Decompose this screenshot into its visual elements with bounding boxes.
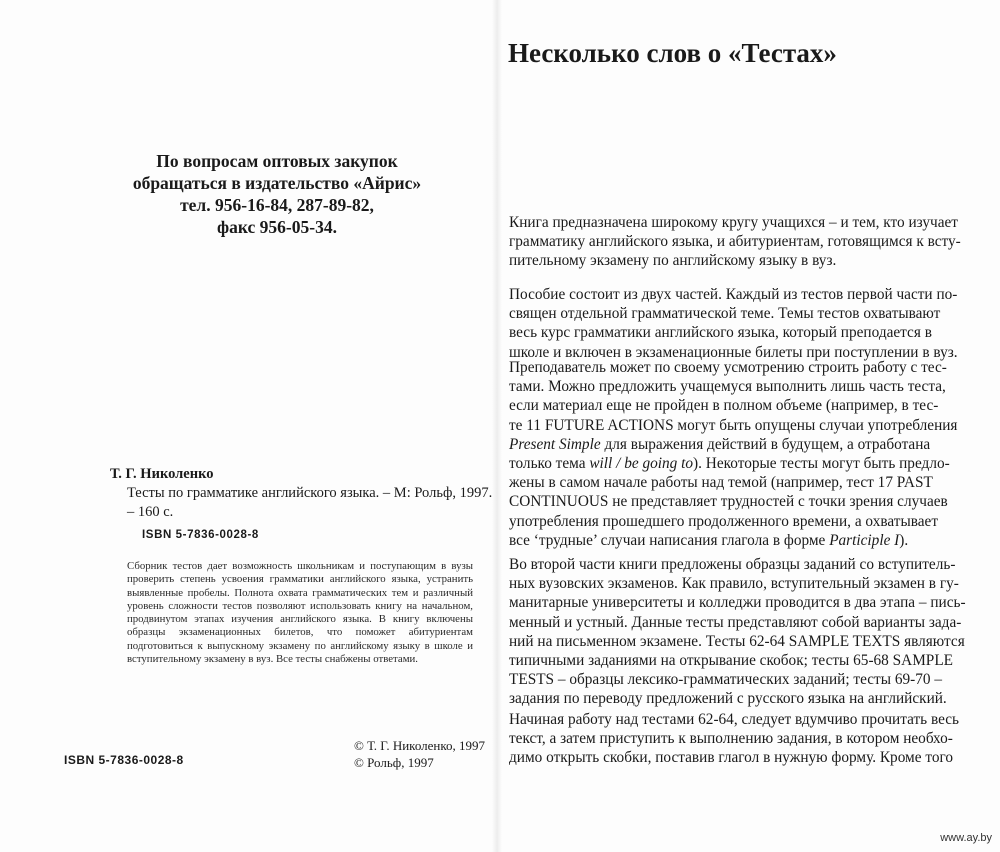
paragraph — [509, 710, 960, 768]
bibliographic-description: Тесты по грамматике английского языка. – М: Рольф, 1997. – 160 с. — [127, 485, 493, 520]
text-line: жены в самом начале работы над темой (например, тест 17 PAST — [509, 474, 933, 492]
page-title: Несколько слов о «Тестах» — [508, 38, 837, 68]
wholesale-line: тел. 956-16-84, 287-89-82, — [180, 195, 374, 215]
copyright-line: © Рольф, 1997 — [354, 755, 434, 770]
text-line: если материал еще не пройден в полном объеме (например, в тес- — [509, 397, 939, 415]
text-line: тами. Можно предложить учащемуся выполнить лишь часть теста, — [509, 378, 946, 396]
text-line: менный и устный. Данные тесты представляют собой варианты зада- — [509, 613, 962, 631]
text-line: весь курс грамматики английского языка, который преподается в — [509, 324, 932, 342]
copyright-block — [354, 737, 485, 771]
text-line: CONTINUOUS не представляет трудностей с точки зрения случаев — [509, 493, 948, 511]
text-line: все ‘трудные’ случаи написания глагола в форме Participle I). — [509, 531, 909, 549]
wholesale-line: По вопросам оптовых закупок — [156, 151, 398, 171]
copyright-line: © Т. Г. Николенко, 1997 — [354, 738, 486, 753]
text-line: димо открыть скобки, поставив глагол в нужную форму. Кроме того — [509, 749, 954, 767]
text-line: ний на письменном экзамене. Тесты 62-64 SAMPLE TEXTS являются — [509, 632, 965, 650]
text-line: употребления прошедшего продолженного времени, а охватывает — [509, 512, 939, 530]
text-line: TESTS – образцы лексико-грамматических заданий; тесты 69-70 – — [509, 671, 942, 689]
text-line: текст, а затем приступить к выполнению задания, в котором необхо- — [509, 730, 953, 748]
text-line: Преподаватель может по своему усмотрению строить работу с тес- — [509, 359, 947, 376]
text-line: пительному экзамену по английскому языку в вуз. — [509, 252, 837, 270]
site-watermark: www.ay.by — [940, 832, 992, 844]
wholesale-line: обращаться в издательство «Айрис» — [132, 173, 422, 193]
text-line: священ отдельной грамматической теме. Темы тестов охватывают — [509, 305, 941, 323]
text-line: те 11 FUTURE ACTIONS могут быть опущены случаи употребления — [509, 416, 958, 434]
author-name: Т. Г. Николенко — [110, 466, 214, 482]
text-line: только тема will / be going to). Некоторые тесты могут быть предло- — [509, 455, 950, 473]
isbn-footer: ISBN 5-7836-0028-8 — [64, 753, 184, 767]
text-line: Книга предназначена широкому кругу учащихся – и тем, кто изучает — [509, 214, 958, 231]
text-line: ных вузовских экзаменов. Как правило, вступительный экзамен в гу- — [509, 575, 959, 593]
text-line: Во второй части книги предложены образцы заданий со вступитель- — [509, 556, 956, 573]
page-fold — [492, 0, 502, 852]
bibliographic-record — [110, 465, 495, 522]
paragraph — [509, 285, 958, 362]
text-line: школе и включен в экзаменационные билеты при поступлении в вуз. — [509, 343, 958, 361]
text-line: Начиная работу над тестами 62-64, следует вдумчиво прочитать весь — [509, 711, 960, 728]
paragraph — [509, 555, 966, 709]
wholesale-contact-block — [112, 150, 442, 238]
text-line: грамматику английского языка, и абитуриентам, готовящимся к всту- — [509, 233, 961, 251]
text-line: Пособие состоит из двух частей. Каждый из тестов первой части по- — [509, 286, 958, 303]
text-line: Present Simple для выражения действий в будущем, а отработана — [509, 435, 931, 453]
annotation-text: Сборник тестов дает возможность школьникам и поступающим в вузы проверить степень усвоения грамматики английского языка, устранить выявленные пробелы. Полнота охвата грамматических тем и различный уровень сложности тестов позволяют использовать книгу на начальном, продвинутом этапах изучения английского языка. В книгу включены образцы экзаменационных билетов, что поможет абитуриентам подготовиться к выпускному экзамену по английскому языку в школе и вступительному экзамену в вуз. Все тесты снабжены ответами. — [127, 560, 473, 666]
wholesale-line: факс 956-05-34. — [217, 217, 337, 237]
paragraph — [509, 213, 961, 271]
isbn-label: ISBN 5-7836-0028-8 — [142, 529, 259, 541]
text-line: задания по переводу предложений с русского языка на английский. — [509, 690, 947, 708]
text-line: типичными заданиями на открывание скобок; тесты 65-68 SAMPLE — [509, 652, 954, 670]
paragraph — [509, 358, 958, 550]
text-line: манитарные университеты и колледжи проводится в два этапа – пись- — [509, 594, 966, 612]
